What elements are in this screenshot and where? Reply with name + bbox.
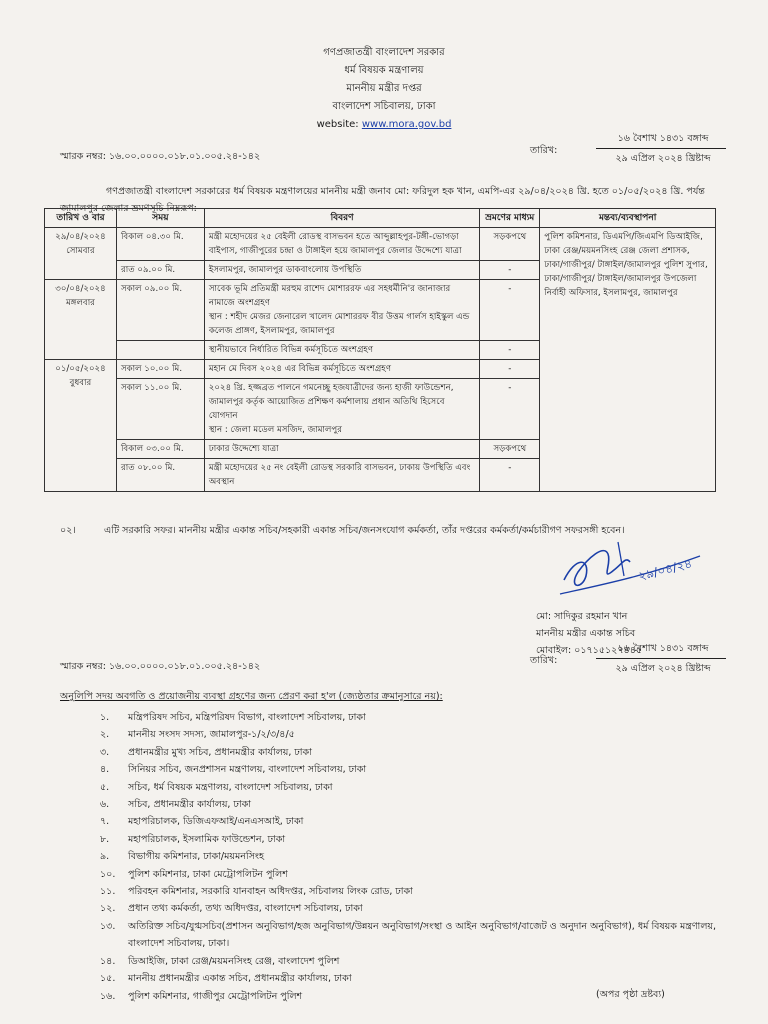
item-number: ৪. xyxy=(100,764,110,776)
item-text: সচিব, ধর্ম বিষয়ক মন্ত্রণালয়, বাংলাদেশ সচিবালয়, ঢাকা xyxy=(128,781,333,793)
date-divider xyxy=(596,658,726,659)
list-item xyxy=(100,848,720,865)
list-item xyxy=(100,813,720,830)
item-number: ১১. xyxy=(100,886,116,898)
item-number: ১. xyxy=(100,712,110,723)
time-cell: সকাল ১১.০০ মি. xyxy=(116,379,204,440)
desc-cell: মন্ত্রী মহোদয়ের ২৫ নং বেইলী রোডস্থ সরকারি বাসভবন, ঢাকায় উপস্থিতি এবং অবস্থান xyxy=(204,459,479,492)
memo-label: স্মারক নম্বর: xyxy=(60,151,106,162)
item-number: ১৩. xyxy=(100,920,116,932)
item-text: বিভাগীয় কমিশনার, ঢাকা/ময়মনসিংহ xyxy=(128,851,264,863)
item-number: ৫. xyxy=(100,781,110,793)
list-item xyxy=(100,796,720,813)
mode-cell: - xyxy=(480,280,540,341)
list-item xyxy=(100,744,720,761)
date-bangla: ১৬ বৈশাখ ১৪৩১ বঙ্গাব্দ xyxy=(617,133,709,144)
copy-distribution-list xyxy=(100,709,720,1005)
time-cell: রাত ০৮.০০ মি. xyxy=(116,459,204,492)
website-label: website: xyxy=(316,119,359,130)
date-bangla: ১৬ বৈশাখ ১৪৩১ বঙ্গাব্দ xyxy=(617,643,709,654)
time-cell: সকাল ১০.০০ মি. xyxy=(116,360,204,379)
memo-value: ১৬.০০.০০০০.০১৮.০১.০০৫.২৪-১৪২ xyxy=(108,151,261,162)
item-text: ডিআইজি, ঢাকা রেঞ্জ/ময়মনসিংহ রেঞ্জ, বাংলাদেশ পুলিশ xyxy=(128,955,340,967)
item-text: অতিরিক্ত সচিব/যুগ্মসচিব(প্রশাসন অনুবিভাগ/হজ অনুবিভাগ/উন্নয়ন অনুবিভাগ/সংস্থা ও আইন অনুবিভাগ/বাজেট ও অনুদান অনুবিভাগ), ধর্ম বিষয়ক মন্ত্রণালয়, বাংলাদেশ সচিবালয়, ঢাকা। xyxy=(128,920,717,950)
list-item xyxy=(100,883,720,900)
time-cell: রাত ০৯.০০ মি. xyxy=(116,261,204,280)
date-value: ২৯/০৪/২০২৪ xyxy=(55,232,106,242)
item-number: ৬. xyxy=(100,799,110,811)
item-text: মাননীয় প্রধানমন্ত্রীর একান্ত সচিব, প্রধানমন্ত্রীর কার্যালয়, ঢাকা xyxy=(128,973,352,985)
mode-cell: - xyxy=(480,341,540,360)
date-value: ৩০/০৪/২০২৪ xyxy=(55,284,106,294)
website-link[interactable]: www.mora.gov.bd xyxy=(361,119,452,130)
schedule-table xyxy=(44,208,716,492)
item-text: মহাপরিচালক, ইসলামিক ফাউন্ডেশন, ঢাকা xyxy=(128,833,286,845)
list-item xyxy=(100,726,720,743)
day-value: সোমবার xyxy=(66,246,95,256)
day-value: বুধবার xyxy=(69,378,92,388)
item-number: ৯. xyxy=(100,851,110,863)
item-text: মন্ত্রিপরিষদ সচিব, মন্ত্রিপরিষদ বিভাগ, বাংলাদেশ সচিবালয়, ঢাকা xyxy=(128,712,366,723)
desc-cell xyxy=(204,379,479,440)
desc-venue: স্থান : জেলা মডেল মসজিদ, জামালপুর xyxy=(208,425,342,435)
item-text: পরিবহন কমিশনার, সরকারি যানবাহন অধিদপ্তর, সচিবালয় লিংক রোড, ঢাকা xyxy=(128,886,413,898)
memo-date xyxy=(530,132,730,172)
date-label: তারিখ: xyxy=(530,145,558,156)
desc-cell: ইসলামপুর, জামালপুর ডাকবাংলোয় উপস্থিতি xyxy=(204,261,479,280)
signatory-phone: মোবাইল: ০১৭১৫১২৭৪৪৫ xyxy=(536,645,643,656)
remarks-cell: পুলিশ কমিশনার, ডিএমপি/জিএমপি ডিআইজি, ঢাকা রেঞ্জ/ময়মনসিংহ রেঞ্জ জেলা প্রশাসক, ঢাকা/গাজীপুর/ টাঙ্গাইল/জামালপুর পুলিশ সুপার, ঢাকা/গাজীপুর/ টাঙ্গাইল/জামালপুর উপজেলা নির্বাহী অফিসার, ইসলামপুর, জামালপুর xyxy=(540,228,716,492)
memo-value: ১৬.০০.০০০০.০১৮.০১.০০৫.২৪-১৪২ xyxy=(108,661,261,672)
time-cell: বিকাল ০৩.০০ মি. xyxy=(116,440,204,459)
copy-distribution-heading: অনুলিপি সদয় অবগতি ও প্রয়োজনীয় ব্যবস্থা গ্রহণের জন্য প্রেরণ করা হ'ল (জ্যেষ্ঠতার ক্রমানুসারে নয়): xyxy=(60,691,443,702)
item-text: মহাপরিচালক, ডিজিএফআই/এনএসআই, ঢাকা xyxy=(128,816,304,828)
item-number: ১৪. xyxy=(100,955,116,967)
date-cell xyxy=(45,280,117,360)
item-number: ৭. xyxy=(100,816,110,828)
handwritten-signature xyxy=(556,536,706,606)
item-text: প্রধানমন্ত্রীর মুখ্য সচিব, প্রধানমন্ত্রীর কার্যালয়, ঢাকা xyxy=(128,746,312,758)
list-item xyxy=(100,779,720,796)
date-cell xyxy=(45,360,117,492)
memo-number xyxy=(60,150,260,165)
intro-paragraph: গণপ্রজাতন্ত্রী বাংলাদেশ সরকারের ধর্ম বিষয়ক মন্ত্রণালয়ের মাননীয় মন্ত্রী জনাব মো: ফরিদুল হক খান, এমপি-এর ২৯/০৪/২০২৪ খ্রি. হতে ০১/০৫/২০২৪ খ্রি. পর্যন্ত জামালপুর জেলার ভ্রমণসূচি নিম্নরূপ: xyxy=(60,186,705,214)
govt-name: গণপ্রজাতন্ত্রী বাংলাদেশ সরকার xyxy=(323,47,445,58)
item-text: মাননীয় সংসদ সদস্য, জামালপুর-১/২/৩/৪/৫ xyxy=(128,729,295,741)
table-header-row xyxy=(45,209,716,228)
list-item xyxy=(100,900,720,917)
list-item xyxy=(100,918,720,953)
time-cell: সকাল ০৯.০০ মি. xyxy=(116,280,204,341)
signatory-designation: মাননীয় মন্ত্রীর একান্ত সচিব xyxy=(536,628,636,639)
time-cell: বিকাল ০৪.৩০ মি. xyxy=(116,228,204,261)
letterhead xyxy=(0,44,768,134)
list-item xyxy=(100,831,720,848)
col-time-header: সময় xyxy=(116,209,204,228)
item-text: সচিব, প্রধানমন্ত্রীর কার্যালয়, ঢাকা xyxy=(128,799,251,811)
office-name: মাননীয় মন্ত্রীর দপ্তর xyxy=(346,83,422,94)
mode-cell: - xyxy=(480,360,540,379)
memo-label: স্মারক নম্বর: xyxy=(60,661,106,672)
item-text: প্রধান তথ্য কর্মকর্তা, তথ্য অধিদপ্তর, বাংলাদেশ সচিবালয়, ঢাকা xyxy=(128,903,363,915)
list-item xyxy=(100,970,720,987)
date-cell xyxy=(45,228,117,280)
item-text: পুলিশ কমিশনার, ঢাকা মেট্রোপলিটন পুলিশ xyxy=(128,868,288,880)
memo-number-repeat xyxy=(60,660,260,675)
date-value: ০১/০৫/২০২৪ xyxy=(55,364,106,374)
mode-cell: - xyxy=(480,261,540,280)
memo-date-repeat xyxy=(530,642,730,682)
col-desc-header: বিবরণ xyxy=(204,209,479,228)
item-number: ১০. xyxy=(100,868,116,880)
date-label: তারিখ: xyxy=(530,655,558,666)
item-number: ৩. xyxy=(100,746,110,758)
date-divider xyxy=(596,148,726,149)
item-number: ১২. xyxy=(100,903,116,915)
desc-cell: মন্ত্রী মহোদয়ের ২৫ বেইলী রোডস্থ বাসভবন হতে আব্দুল্লাহপুর-টঙ্গী-ভোগড়া বাইপাস, গাজীপুরের চন্দ্রা ও টাঙ্গাইল হয়ে জামালপুর জেলার উদ্দেশ্যে যাত্রা xyxy=(204,228,479,261)
signatory-name: মো: সাদিকুর রহমান খান xyxy=(536,611,628,622)
date-english: ২৯ এপ্রিল ২০২৪ খ্রিষ্টাব্দ xyxy=(615,153,711,164)
list-item xyxy=(100,866,720,883)
item-number: ১৫. xyxy=(100,973,116,985)
page-turn-note: (অপর পৃষ্ঠা দ্রষ্টব্য) xyxy=(596,989,665,1000)
office-address: বাংলাদেশ সচিবালয়, ঢাকা xyxy=(332,101,436,112)
item-text: সিনিয়র সচিব, জনপ্রশাসন মন্ত্রণালয়, বাংলাদেশ সচিবালয়, ঢাকা xyxy=(128,764,367,776)
paragraph-number: ০২। xyxy=(60,525,76,536)
list-item xyxy=(100,761,720,778)
item-number: ১৬. xyxy=(100,990,116,1002)
mode-cell: - xyxy=(480,379,540,440)
mode-cell: - xyxy=(480,459,540,492)
desc-cell: ঢাকার উদ্দেশ্যে যাত্রা xyxy=(204,440,479,459)
signature-date: ২৯/০৪/২৪ xyxy=(636,556,694,584)
col-mode-header: ভ্রমণের মাধ্যম xyxy=(480,209,540,228)
list-item xyxy=(100,953,720,970)
item-number: ২. xyxy=(100,729,110,741)
ministry-name: ধর্ম বিষয়ক মন্ত্রণালয় xyxy=(344,65,424,76)
item-text: পুলিশ কমিশনার, গাজীপুর মেট্রোপলিটন পুলিশ xyxy=(128,990,303,1002)
desc-cell xyxy=(204,280,479,341)
desc-text: সাবেক ভূমি প্রতিমন্ত্রী মরহুম রাশেদ মোশাররফ এর সহধর্মীনি'র জানাজার নামাজে অংশগ্রহণ xyxy=(208,284,451,308)
desc-text: ২০২৪ খ্রি. হজ্জব্রত পালনে গমনেচ্ছু হজযাত্রীদের জন্য হাজী ফাউন্ডেশন, জামালপুর কর্তৃক আয়োজিত প্রশিক্ষণ কর্মশালায় প্রধান অতিথি হিসেবে যোগদান xyxy=(208,383,454,421)
day-value: মঙ্গলবার xyxy=(66,298,95,308)
desc-venue: স্থান : শহীদ মেজর জেনারেল খালেদ মোশাররফ বীর উত্তম গার্লস হাইস্কুল এন্ড কলেজ প্রাঙ্গণ, ইসলামপুর, জামালপুর xyxy=(208,312,470,336)
desc-cell: স্থানীয়ভাবে নির্ধারিত বিভিন্ন কর্মসূচিতে অংশগ্রহণ xyxy=(204,341,479,360)
item-number: ৮. xyxy=(100,833,110,845)
time-cell xyxy=(116,341,204,360)
col-date-header: তারিখ ও বার xyxy=(45,209,117,228)
date-english: ২৯ এপ্রিল ২০২৪ খ্রিষ্টাব্দ xyxy=(615,663,711,674)
list-item xyxy=(100,709,720,726)
table-row xyxy=(45,228,716,261)
mode-cell: সড়কপথে xyxy=(480,440,540,459)
paragraph-text: এটি সরকারি সফর। মাননীয় মন্ত্রীর একান্ত সচিব/সহকারী একান্ত সচিব/জনসংযোগ কর্মকর্তা, তাঁর দপ্তরের কর্মকর্তা/কর্মচারীগণ সফরসঙ্গী হবেন। xyxy=(104,525,625,536)
desc-cell: মহান মে দিবস ২০২৪ এর বিভিন্ন কর্মসূচিতে অংশগ্রহণ xyxy=(204,360,479,379)
mode-cell: সড়কপথে xyxy=(480,228,540,261)
col-remarks-header: মন্তব্য/ব্যবস্থাপনা xyxy=(540,209,716,228)
